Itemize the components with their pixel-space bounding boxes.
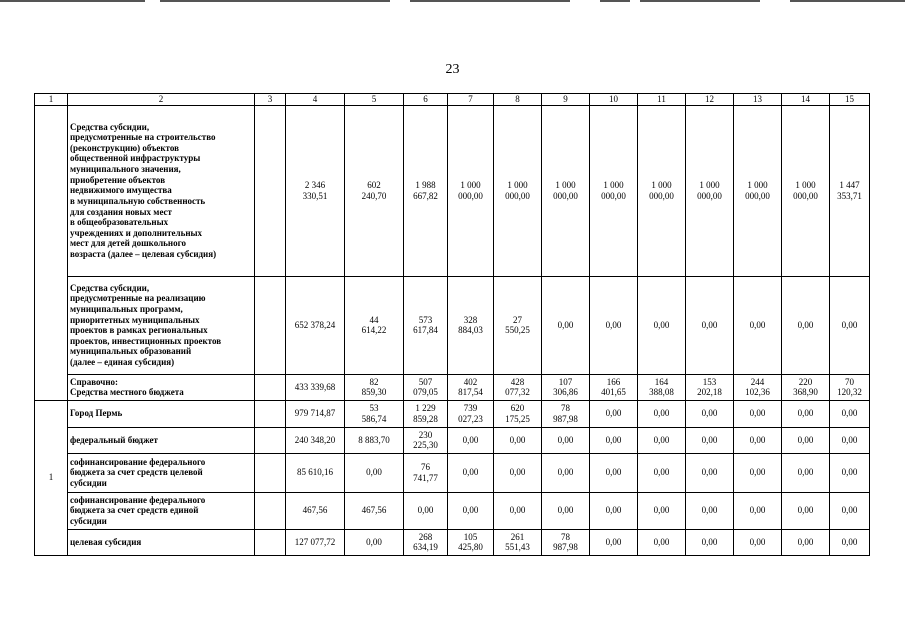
column-number-5: 5 xyxy=(345,94,404,106)
value-cell: 620 175,25 xyxy=(494,400,542,427)
row-label: софинансирование федерального бюджета за счет средств целевой субсидии xyxy=(68,453,255,492)
row-label: Средства субсидии, предусмотренные на реализацию муниципальных программ, приоритетных муниципальных проектов в рамках региональных проектов, инвестиционных проектов муниципальных образований (далее – единая субсидия) xyxy=(68,276,255,374)
value-cell: 0,00 xyxy=(590,453,638,492)
value-cell: 0,00 xyxy=(782,400,830,427)
value-cell: 0,00 xyxy=(734,276,782,374)
value-cell: 0,00 xyxy=(686,276,734,374)
value-cell: 261 551,43 xyxy=(494,529,542,555)
group-number: 1 xyxy=(35,400,68,555)
column-3-cell xyxy=(255,276,286,374)
row-label: Город Пермь xyxy=(68,400,255,427)
value-cell: 0,00 xyxy=(494,427,542,453)
value-cell: 428 077,32 xyxy=(494,374,542,400)
column-number-15: 15 xyxy=(830,94,870,106)
column-3-cell xyxy=(255,374,286,400)
value-cell: 1 000 000,00 xyxy=(590,105,638,276)
value-cell: 1 988 667,82 xyxy=(404,105,448,276)
value-cell: 0,00 xyxy=(542,427,590,453)
value-cell: 1 000 000,00 xyxy=(638,105,686,276)
value-cell: 0,00 xyxy=(590,400,638,427)
column-number-9: 9 xyxy=(542,94,590,106)
value-cell: 0,00 xyxy=(590,492,638,529)
column-3-cell xyxy=(255,492,286,529)
value-cell: 127 077,72 xyxy=(286,529,345,555)
value-cell: 0,00 xyxy=(734,529,782,555)
value-cell: 0,00 xyxy=(782,529,830,555)
value-cell: 0,00 xyxy=(686,492,734,529)
row-label: Средства субсидии, предусмотренные на строительство (реконструкцию) объектов общественной инфраструктуры муниципального значения, приобретение объектов недвижимого имущества в муниципальную собственность для создания новых мест в общеобразовательных учреждениях и дополнительных мест для детей дошкольного возраста (далее – целевая субсидия) xyxy=(68,105,255,276)
value-cell: 1 000 000,00 xyxy=(734,105,782,276)
value-cell: 0,00 xyxy=(494,492,542,529)
value-cell: 402 817,54 xyxy=(448,374,494,400)
value-cell: 78 987,98 xyxy=(542,529,590,555)
value-cell: 433 339,68 xyxy=(286,374,345,400)
value-cell: 0,00 xyxy=(638,529,686,555)
column-number-4: 4 xyxy=(286,94,345,106)
value-cell: 1 229 859,28 xyxy=(404,400,448,427)
column-3-cell xyxy=(255,400,286,427)
column-number-12: 12 xyxy=(686,94,734,106)
column-3-cell xyxy=(255,105,286,276)
value-cell: 1 447 353,71 xyxy=(830,105,870,276)
value-cell: 0,00 xyxy=(345,453,404,492)
value-cell: 0,00 xyxy=(734,453,782,492)
value-cell: 0,00 xyxy=(404,492,448,529)
value-cell: 107 306,86 xyxy=(542,374,590,400)
value-cell: 0,00 xyxy=(590,529,638,555)
value-cell: 78 987,98 xyxy=(542,400,590,427)
value-cell: 0,00 xyxy=(542,276,590,374)
value-cell: 0,00 xyxy=(830,427,870,453)
value-cell: 1 000 000,00 xyxy=(782,105,830,276)
value-cell: 0,00 xyxy=(686,427,734,453)
table-row xyxy=(35,529,870,555)
column-3-cell xyxy=(255,529,286,555)
value-cell: 105 425,80 xyxy=(448,529,494,555)
column-number-7: 7 xyxy=(448,94,494,106)
row-label: федеральный бюджет xyxy=(68,427,255,453)
value-cell: 0,00 xyxy=(638,400,686,427)
table-row xyxy=(35,427,870,453)
value-cell: 53 586,74 xyxy=(345,400,404,427)
value-cell: 76 741,77 xyxy=(404,453,448,492)
column-number-8: 8 xyxy=(494,94,542,106)
value-cell: 1 000 000,00 xyxy=(686,105,734,276)
value-cell: 166 401,65 xyxy=(590,374,638,400)
column-number-3: 3 xyxy=(255,94,286,106)
value-cell: 0,00 xyxy=(638,427,686,453)
value-cell: 0,00 xyxy=(448,453,494,492)
table-row xyxy=(35,400,870,427)
table-row xyxy=(35,105,870,276)
value-cell: 70 120,32 xyxy=(830,374,870,400)
value-cell: 240 348,20 xyxy=(286,427,345,453)
value-cell: 1 000 000,00 xyxy=(448,105,494,276)
value-cell: 0,00 xyxy=(830,453,870,492)
value-cell: 0,00 xyxy=(734,427,782,453)
value-cell: 27 550,25 xyxy=(494,276,542,374)
value-cell: 467,56 xyxy=(286,492,345,529)
column-number-1: 1 xyxy=(35,94,68,106)
value-cell: 0,00 xyxy=(542,492,590,529)
value-cell: 739 027,23 xyxy=(448,400,494,427)
value-cell: 0,00 xyxy=(830,276,870,374)
column-number-13: 13 xyxy=(734,94,782,106)
value-cell: 1 000 000,00 xyxy=(494,105,542,276)
value-cell: 0,00 xyxy=(448,427,494,453)
value-cell: 0,00 xyxy=(590,427,638,453)
row-number-cell xyxy=(35,105,68,400)
value-cell: 220 368,90 xyxy=(782,374,830,400)
column-number-row xyxy=(35,94,870,106)
column-number-2: 2 xyxy=(68,94,255,106)
value-cell: 0,00 xyxy=(686,453,734,492)
value-cell: 0,00 xyxy=(448,492,494,529)
value-cell: 82 859,30 xyxy=(345,374,404,400)
row-label: Справочно: Средства местного бюджета xyxy=(68,374,255,400)
value-cell: 1 000 000,00 xyxy=(542,105,590,276)
table-row xyxy=(35,374,870,400)
value-cell: 2 346 330,51 xyxy=(286,105,345,276)
value-cell: 244 102,36 xyxy=(734,374,782,400)
value-cell: 0,00 xyxy=(830,492,870,529)
value-cell: 0,00 xyxy=(494,453,542,492)
value-cell: 467,56 xyxy=(345,492,404,529)
value-cell: 328 884,03 xyxy=(448,276,494,374)
table-row xyxy=(35,276,870,374)
table-row xyxy=(35,453,870,492)
value-cell: 44 614,22 xyxy=(345,276,404,374)
value-cell: 573 617,84 xyxy=(404,276,448,374)
value-cell: 0,00 xyxy=(782,453,830,492)
row-label: софинансирование федерального бюджета за счет средств единой субсидии xyxy=(68,492,255,529)
column-number-11: 11 xyxy=(638,94,686,106)
column-number-6: 6 xyxy=(404,94,448,106)
value-cell: 85 610,16 xyxy=(286,453,345,492)
value-cell: 0,00 xyxy=(542,453,590,492)
row-label: целевая субсидия xyxy=(68,529,255,555)
value-cell: 602 240,70 xyxy=(345,105,404,276)
column-3-cell xyxy=(255,427,286,453)
value-cell: 153 202,18 xyxy=(686,374,734,400)
value-cell: 8 883,70 xyxy=(345,427,404,453)
value-cell: 0,00 xyxy=(638,276,686,374)
value-cell: 0,00 xyxy=(782,427,830,453)
value-cell: 0,00 xyxy=(686,400,734,427)
column-number-10: 10 xyxy=(590,94,638,106)
value-cell: 0,00 xyxy=(782,492,830,529)
table-body xyxy=(35,94,870,556)
value-cell: 0,00 xyxy=(638,492,686,529)
column-3-cell xyxy=(255,453,286,492)
value-cell: 0,00 xyxy=(345,529,404,555)
table-row xyxy=(35,492,870,529)
value-cell: 164 388,08 xyxy=(638,374,686,400)
value-cell: 0,00 xyxy=(734,492,782,529)
value-cell: 0,00 xyxy=(686,529,734,555)
value-cell: 268 634,19 xyxy=(404,529,448,555)
value-cell: 0,00 xyxy=(782,276,830,374)
value-cell: 0,00 xyxy=(830,529,870,555)
top-rule xyxy=(0,0,905,4)
column-number-14: 14 xyxy=(782,94,830,106)
value-cell: 507 079,05 xyxy=(404,374,448,400)
value-cell: 0,00 xyxy=(830,400,870,427)
value-cell: 0,00 xyxy=(590,276,638,374)
value-cell: 0,00 xyxy=(638,453,686,492)
value-cell: 230 225,30 xyxy=(404,427,448,453)
value-cell: 652 378,24 xyxy=(286,276,345,374)
page-number: 23 xyxy=(445,62,460,77)
value-cell: 0,00 xyxy=(734,400,782,427)
budget-table xyxy=(34,93,870,556)
value-cell: 979 714,87 xyxy=(286,400,345,427)
